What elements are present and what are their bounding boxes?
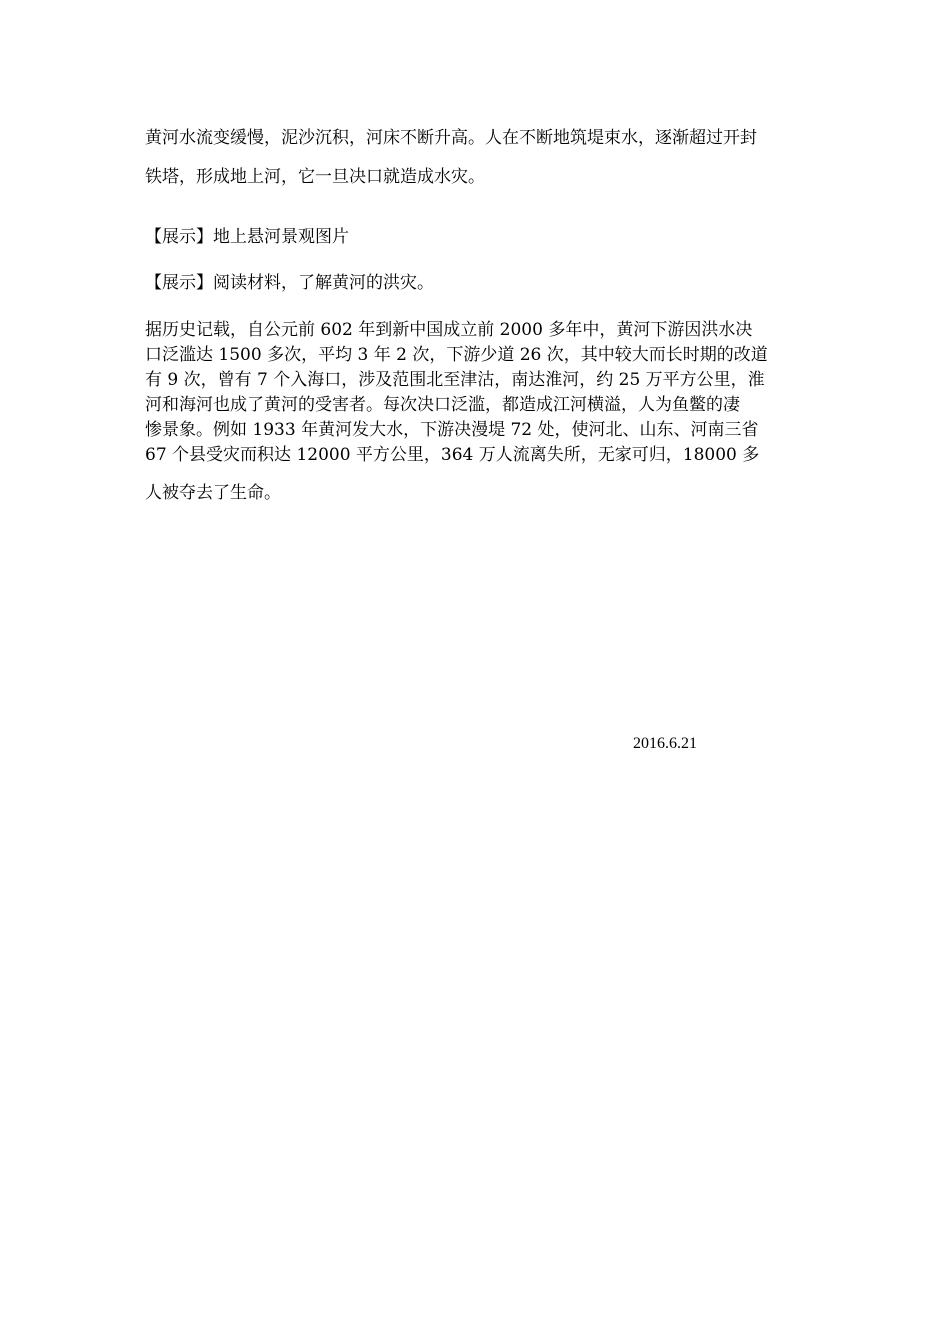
paragraph1-line-1: 黄河水流变缓慢，泥沙沉积，河床不断升高。人在不断地筑堤束水，逐渐超过开封	[145, 128, 757, 148]
paragraph2-line-1: 据历史记载，自公元前 602 年到新中国成立前 2000 多年中，黄河下游因洪水决	[145, 320, 753, 340]
show-heading-2: 【展示】阅读材料，了解黄河的洪灾。	[145, 273, 434, 293]
paragraph1-line-2: 铁塔，形成地上河，它一旦决口就造成水灾。	[145, 167, 485, 187]
paragraph2-line-4: 河和海河也成了黄河的受害者。每次决口泛滥，都造成江河横溢，人为鱼鳖的凄	[145, 395, 740, 415]
show-heading-1: 【展示】地上悬河景观图片	[145, 227, 349, 247]
document-date: 2016.6.21	[633, 735, 697, 752]
paragraph2-line-5: 惨景象。例如 1933 年黄河发大水，下游决漫堤 72 处，使河北、山东、河南三省	[145, 420, 759, 440]
paragraph2-line-6: 67 个县受灾而积达 12000 平方公里，364 万人流离失所，无家可归，18000 多	[145, 445, 760, 465]
paragraph2-line-7: 人被夺去了生命。	[145, 483, 281, 503]
paragraph2-line-2: 口泛滥达 1500 多次，平均 3 年 2 次，下游少道 26 次，其中较大而长时期的改道	[145, 345, 768, 365]
paragraph2-line-3: 有 9 次，曾有 7 个入海口，涉及范围北至津沽，南达淮河，约 25 万平方公里，淮	[145, 370, 765, 390]
